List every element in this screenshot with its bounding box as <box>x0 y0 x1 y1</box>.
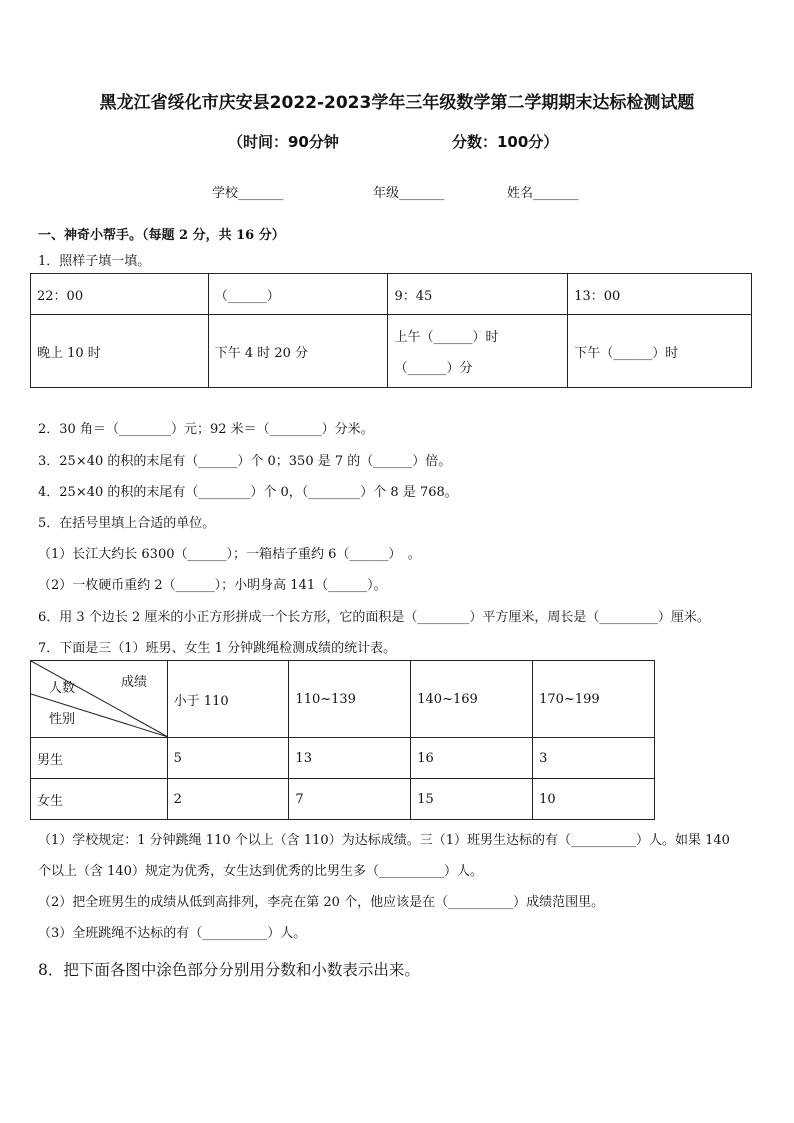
table-row <box>31 315 752 388</box>
table-cell: 2 <box>167 779 289 820</box>
table-row <box>31 779 655 820</box>
question-7-part-2: （2）把全班男生的成绩从低到高排列，李亮在第 20 个，他应该是在（__________）成绩范围里。 <box>38 895 605 910</box>
table-cell: 15 <box>411 779 533 820</box>
table-cell: 22：00 <box>31 274 209 315</box>
hour-blank: 上午（______）时 <box>394 330 499 345</box>
question-2: 2．30 角＝（________）元；92 米＝（________）分米。 <box>38 422 374 437</box>
table-row <box>31 738 655 779</box>
column-header: 110~139 <box>289 661 411 738</box>
exam-time: （时间：90分钟 <box>228 133 339 151</box>
table-cell: 10 <box>533 779 655 820</box>
question-7-label: 7．下面是三（1）班男、女生 1 分钟跳绳检测成绩的统计表。 <box>38 641 397 656</box>
question-5-part-1: （1）长江大约长 6300（______）；一箱桔子重约 6（______） 。 <box>38 547 421 562</box>
table-row <box>31 274 752 315</box>
table-cell: 3 <box>533 738 655 779</box>
question-7-part-1-line-2: 个以上（含 140）规定为优秀，女生达到优秀的比男生多（__________）人。 <box>38 864 483 879</box>
row-label: 女生 <box>31 779 168 820</box>
question-1-label: 1．照样子填一填。 <box>38 254 151 269</box>
question-6: 6．用 3 个边长 2 厘米的小正方形拼成一个长方形，它的面积是（________）平方厘米，周长是（_________）厘米。 <box>38 610 710 625</box>
header-count-label: 人数 <box>49 681 76 696</box>
table-cell: 下午（______）时 <box>568 315 752 388</box>
header-gender-label: 性别 <box>49 712 76 727</box>
table-cell: 5 <box>167 738 289 779</box>
table-cell: 晚上 10 时 <box>31 315 209 388</box>
jump-rope-table <box>30 660 655 820</box>
column-header: 140~169 <box>411 661 533 738</box>
section-heading: 一、神奇小帮手。（每题 2 分，共 16 分） <box>38 228 285 243</box>
table-cell: 7 <box>289 779 411 820</box>
question-5-part-2: （2）一枚硬币重约 2（______）；小明身高 141（______）。 <box>38 578 387 593</box>
question-5-label: 5．在括号里填上合适的单位。 <box>38 516 216 531</box>
exam-score: 分数：100分） <box>452 133 559 151</box>
table-cell: 9：45 <box>388 274 568 315</box>
question-7-part-3: （3）全班跳绳不达标的有（__________）人。 <box>38 926 307 941</box>
column-header: 170~199 <box>533 661 655 738</box>
table-cell: 13 <box>289 738 411 779</box>
question-3: 3．25×40 的积的末尾有（______）个 0；350 是 7 的（______）倍。 <box>38 454 452 469</box>
table-cell <box>388 315 568 388</box>
table-cell: （______） <box>208 274 388 315</box>
diagonal-header-cell <box>31 661 168 738</box>
column-header: 小于 110 <box>167 661 289 738</box>
minute-blank: （______）分 <box>394 361 473 376</box>
question-4: 4．25×40 的积的末尾有（________）个 0，（________）个 8 是 768。 <box>38 485 458 500</box>
table-cell: 下午 4 时 20 分 <box>208 315 388 388</box>
table-header-row <box>31 661 655 738</box>
page-title: 黑龙江省绥化市庆安县2022-2023学年三年级数学第二学期期末达标检测试题 <box>99 93 695 113</box>
question-7-part-1-line-1: （1）学校规定：1 分钟跳绳 110 个以上（含 110）为达标成绩。三（1）班男生达标的有（__________）人。如果 140 <box>38 833 730 848</box>
table-cell: 16 <box>411 738 533 779</box>
table-cell: 13：00 <box>568 274 752 315</box>
time-table <box>30 273 752 388</box>
name-field: 姓名_______ <box>507 186 579 201</box>
row-label: 男生 <box>31 738 168 779</box>
header-score-label: 成绩 <box>121 675 148 690</box>
school-field: 学校_______ <box>212 186 284 201</box>
grade-field: 年级_______ <box>373 186 445 201</box>
question-8: 8．把下面各图中涂色部分分别用分数和小数表示出来。 <box>38 961 420 979</box>
